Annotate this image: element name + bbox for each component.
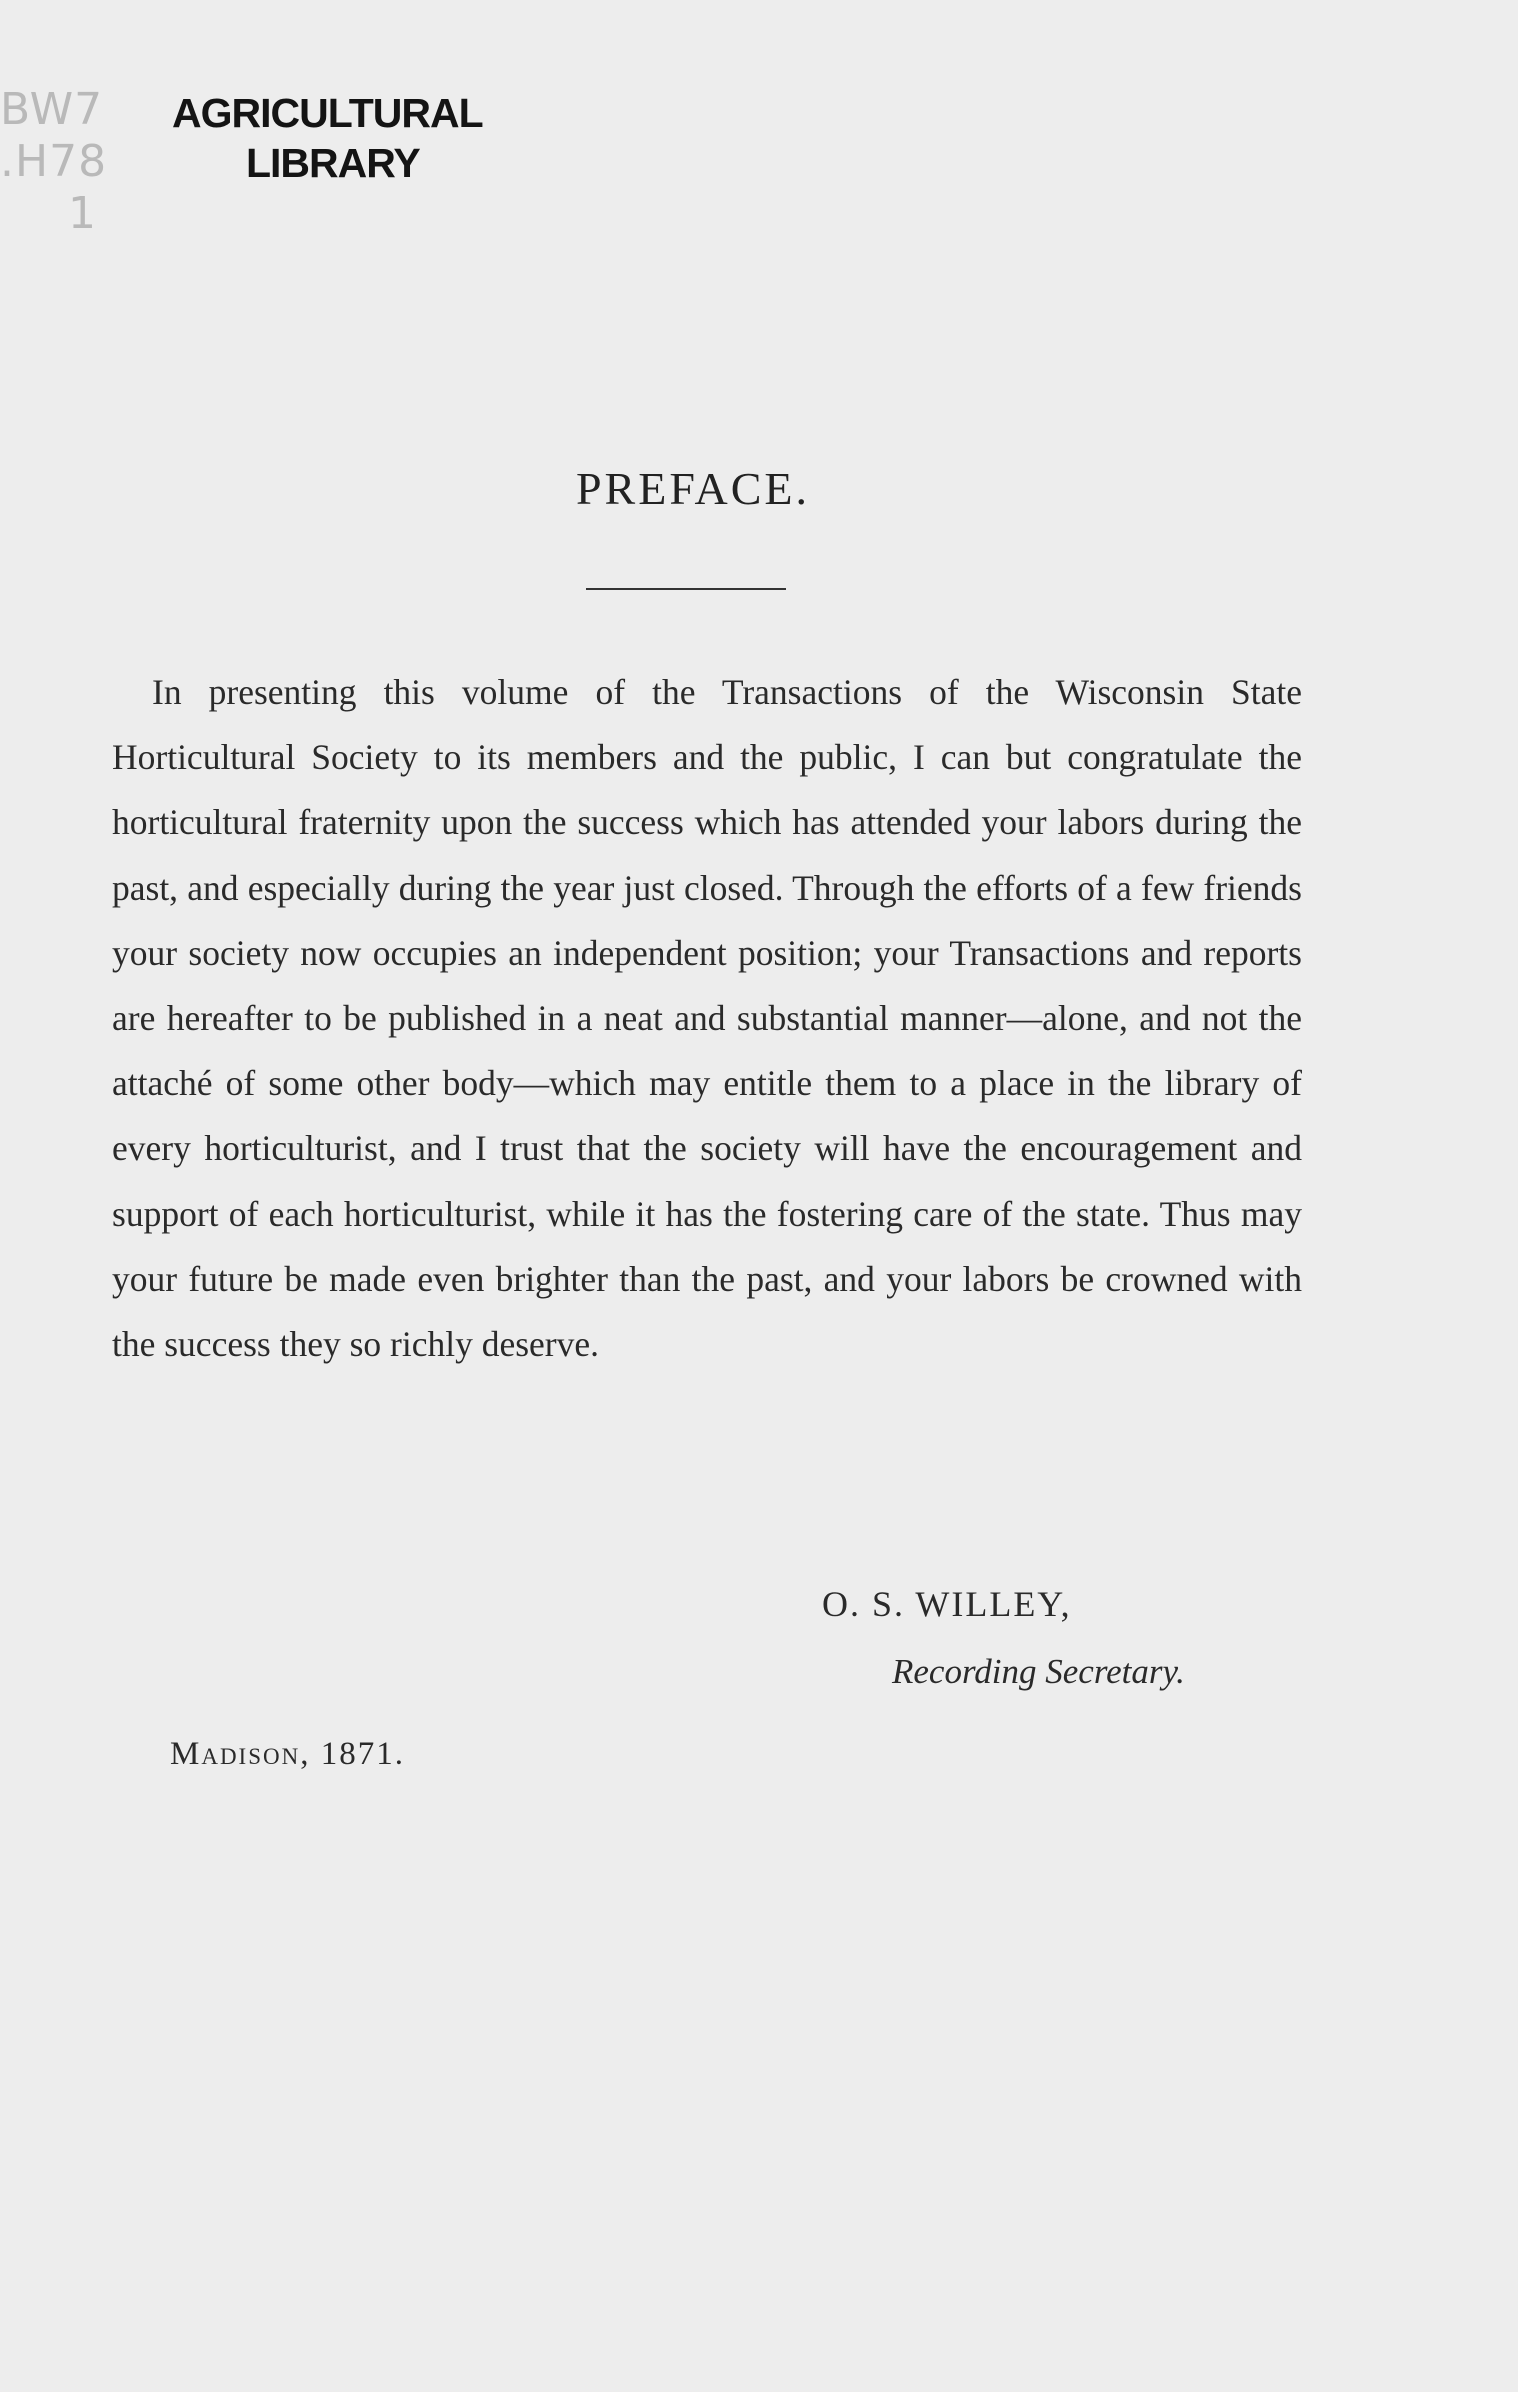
signature-name: O. S. WILLEY, bbox=[822, 1584, 1072, 1624]
stamp-line-1: AGRICULTURAL bbox=[172, 90, 483, 136]
stamp-line-2: LIBRARY bbox=[246, 140, 420, 186]
page-heading: PREFACE. bbox=[575, 463, 811, 514]
call-number-line-1: BW7 bbox=[0, 84, 104, 135]
preface-body bbox=[112, 660, 1302, 1377]
signature-title: Recording Secretary. bbox=[892, 1652, 1185, 1691]
library-stamp bbox=[172, 88, 483, 188]
call-number-line-2: .H78 bbox=[0, 136, 108, 187]
call-number-line-3: 1 bbox=[68, 188, 97, 239]
preface-paragraph: In presenting this volume of the Transactions of the Wisconsin State Horticultural Society to its members and the public, I can but congratulate the horticultural fraternity upon the success which has attended your labors during the past, and especially during the year just closed. Through the efforts of a few friends your society now occupies an independent position; your Transactions and reports are hereafter to be published in a neat and substantial manner—alone, and not the attaché of some other body—which may entitle them to a place in the library of every horticulturist, and I trust that the society will have the encouragement and support of each horticulturist, while it has the fostering care of the state. Thus may your future be made even brighter than the past, and your labors be crowned with the success they so richly deserve. bbox=[112, 672, 1302, 1365]
call-number-mark bbox=[0, 84, 107, 240]
heading-rule bbox=[586, 588, 786, 590]
place-date: Madison, 1871. bbox=[170, 1736, 405, 1772]
